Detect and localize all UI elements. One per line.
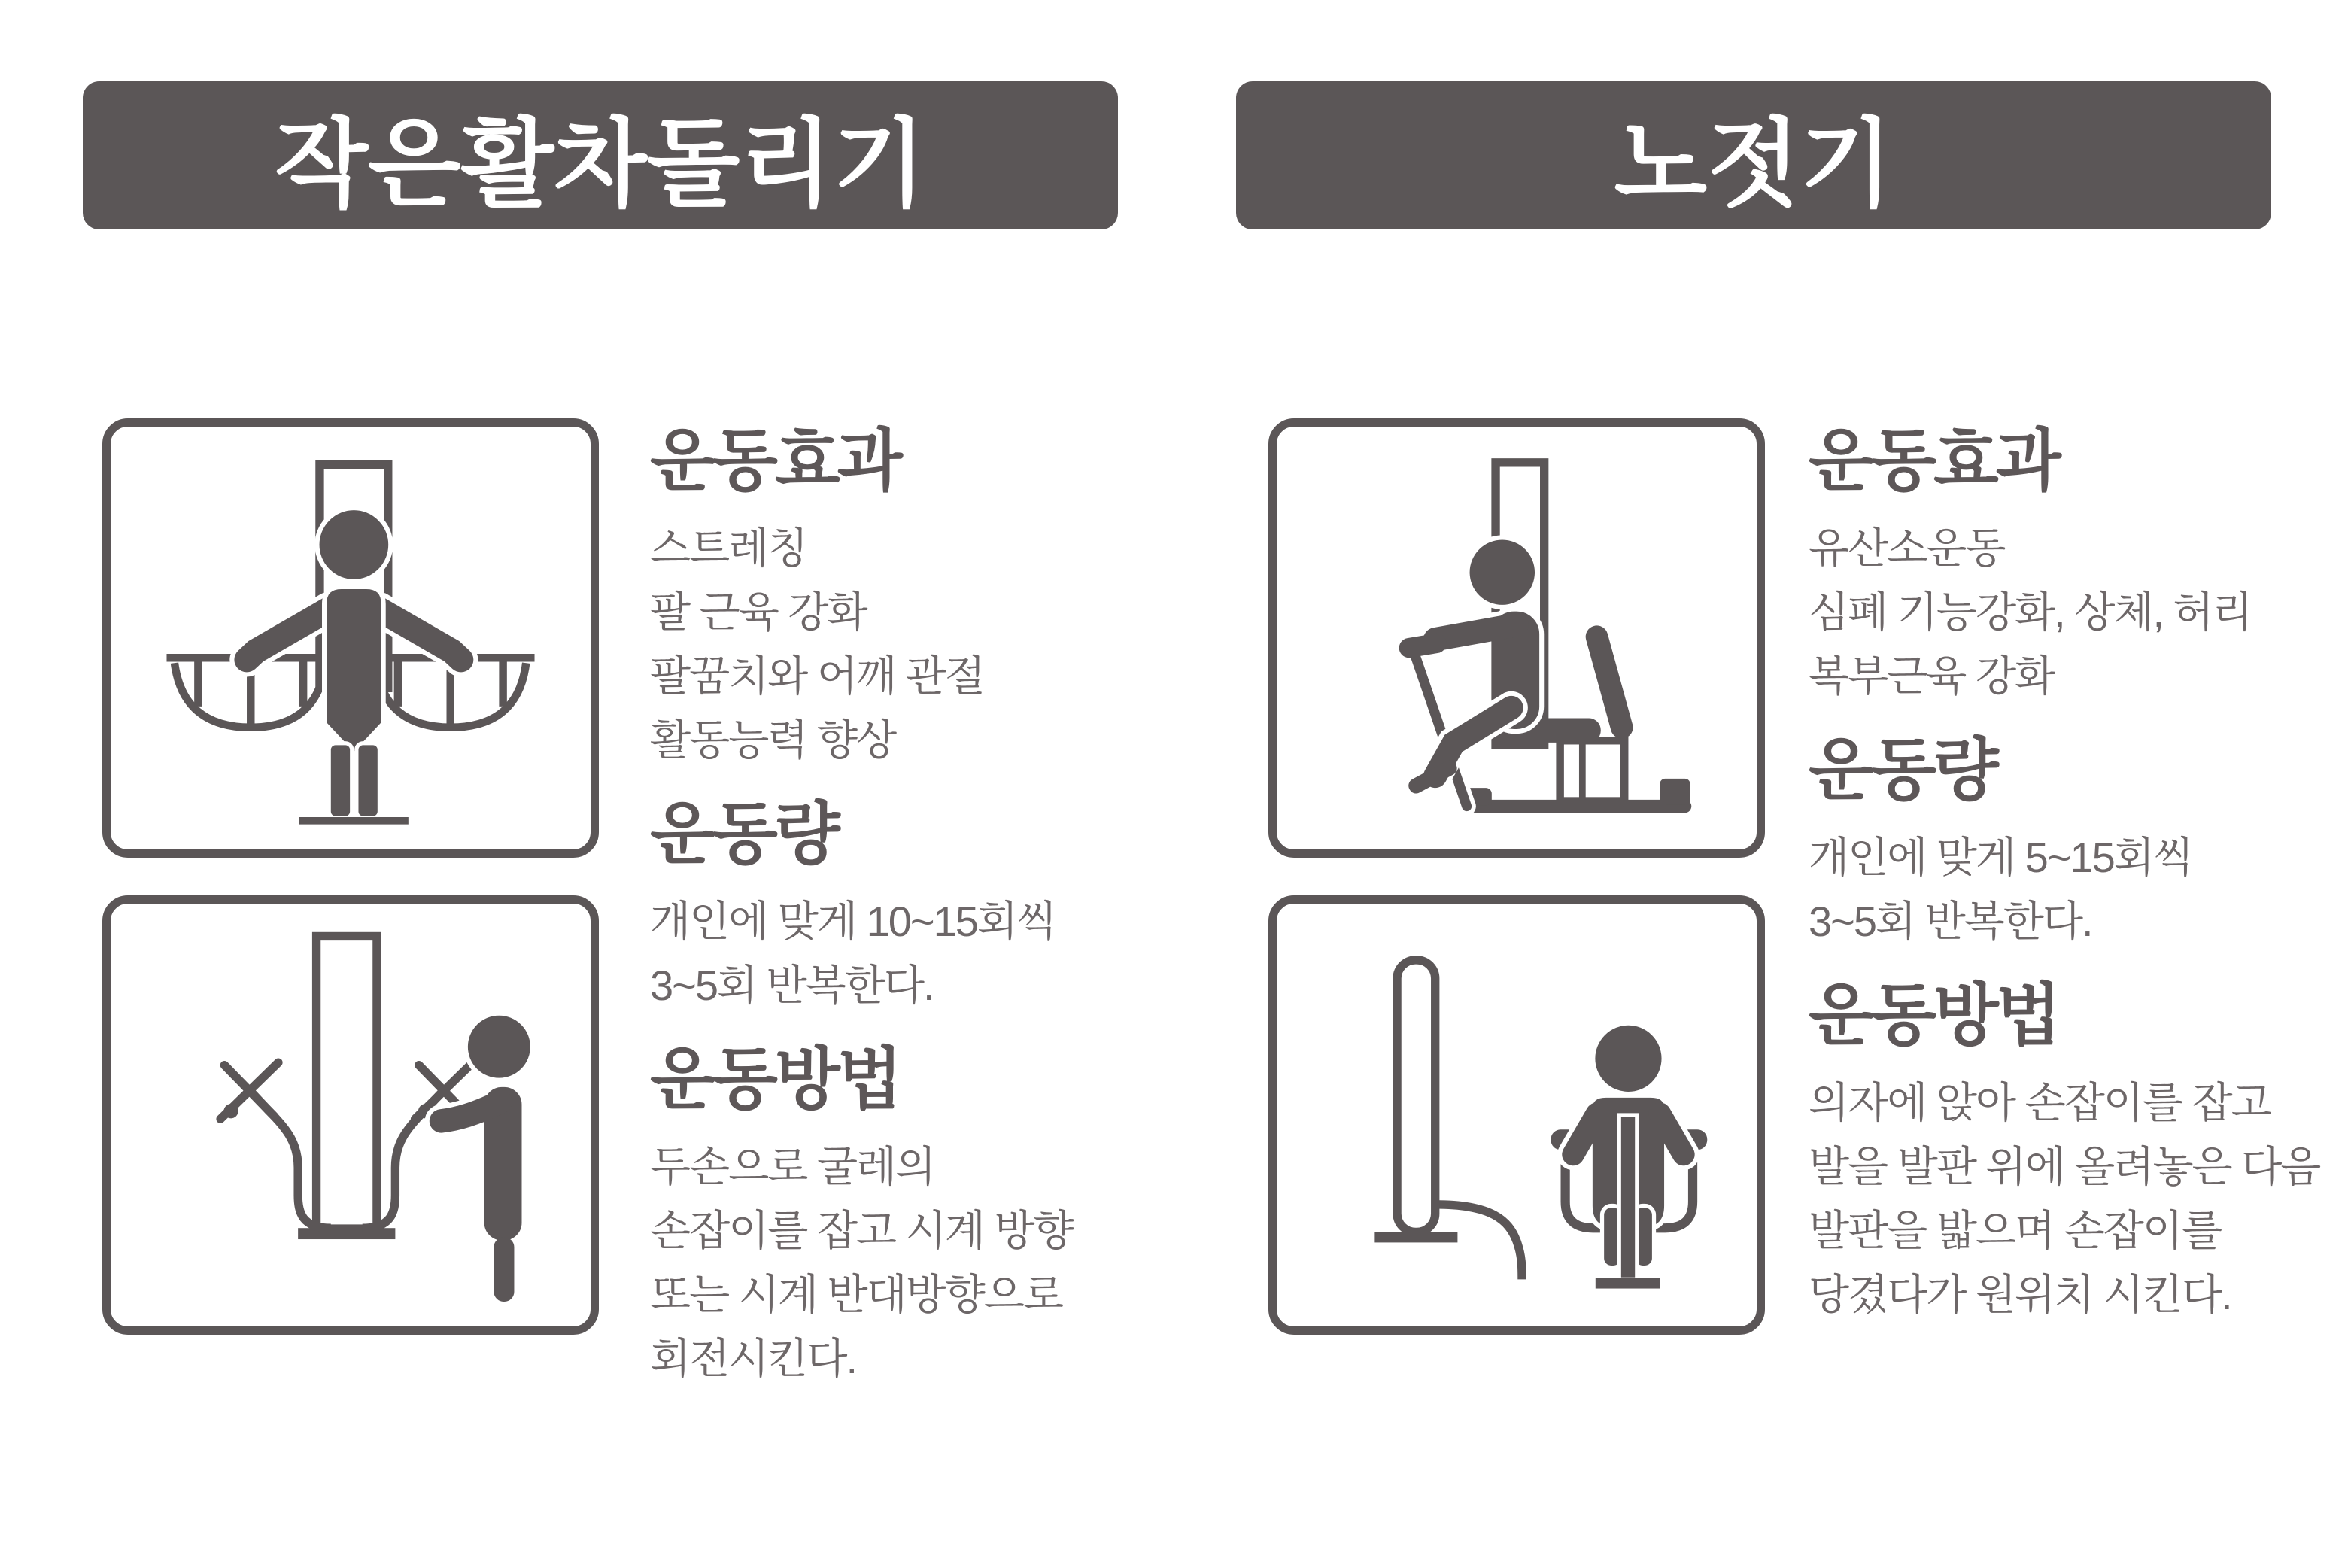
panel-title: 작은활차돌리기 (275, 110, 926, 218)
small-pulley-front-icon (132, 446, 569, 830)
text-line: 회전시킨다. (650, 1335, 857, 1382)
text-line: 두손으로 굴레의 (650, 1143, 935, 1190)
text-line: 3~5회 반복한다. (650, 962, 934, 1009)
text-line: 손잡이를 잡고 시계 방향 (650, 1207, 1073, 1254)
section-heading: 운동량 (650, 797, 837, 872)
illustration-box-rowing-rear (1268, 895, 1765, 1335)
section-body (1809, 516, 2350, 708)
text-line: 당겼다가 원위치 시킨다. (1809, 1271, 2231, 1318)
section-body (650, 1135, 1192, 1390)
section-effect (1809, 418, 2350, 708)
title-bar-small-pulley (83, 81, 1118, 229)
rowing-machine-side-icon (1299, 446, 1735, 830)
text-line: 스트레칭 (650, 524, 807, 572)
section-body (650, 889, 1192, 1017)
text-line: 유산소운동 (1809, 524, 2005, 572)
section-body (650, 516, 1192, 772)
section-amount (650, 792, 1192, 1017)
text-line: 의자에 앉아 손잡이를 잡고 (1809, 1079, 2271, 1126)
illustration-box-small-pulley-front (102, 418, 599, 858)
illustration-box-small-pulley-side (102, 895, 599, 1335)
text-line: 팔 근육 강화 (650, 588, 867, 636)
text-line: 팔꿈치와 어깨 관절 (650, 652, 984, 700)
text-line: 발판을 밟으며 손잡이를 (1809, 1207, 2222, 1254)
text-line: 복부근육 강화 (1809, 652, 2055, 700)
info-column-small-pulley (650, 418, 1192, 1390)
title-bar-rowing (1236, 81, 2271, 229)
section-heading: 운동효과 (650, 424, 900, 499)
text-line: 3~5회 반복한다. (1809, 898, 2092, 945)
section-heading: 운동효과 (1809, 424, 2058, 499)
illustration-box-rowing-side (1268, 418, 1765, 858)
section-effect (650, 418, 1192, 772)
text-line: 활동능력 향상 (650, 716, 896, 764)
section-method (1809, 973, 2350, 1326)
rowing-machine-rear-icon (1299, 923, 1735, 1307)
text-line: 개인에 맞게 5~15회씩 (1809, 834, 2192, 881)
section-body (1809, 825, 2350, 953)
section-heading: 운동량 (1809, 733, 1996, 808)
section-body (1809, 1071, 2350, 1326)
text-line: 발을 발판 위에 올려놓은 다음 (1809, 1143, 2320, 1190)
info-column-rowing (1809, 418, 2350, 1326)
panel-title: 노젓기 (1614, 110, 1894, 218)
section-heading: 운동방법 (1809, 978, 2058, 1053)
section-method (650, 1037, 1192, 1390)
section-heading: 운동방법 (650, 1042, 900, 1117)
text-line: 개인에 맞게 10~15회씩 (650, 898, 1056, 945)
section-amount (1809, 728, 2350, 953)
text-line: 또는 시계 반대방향으로 (650, 1271, 1063, 1318)
small-pulley-side-icon (132, 923, 569, 1307)
text-line: 심폐 기능강화, 상체, 허리 (1809, 588, 2252, 636)
